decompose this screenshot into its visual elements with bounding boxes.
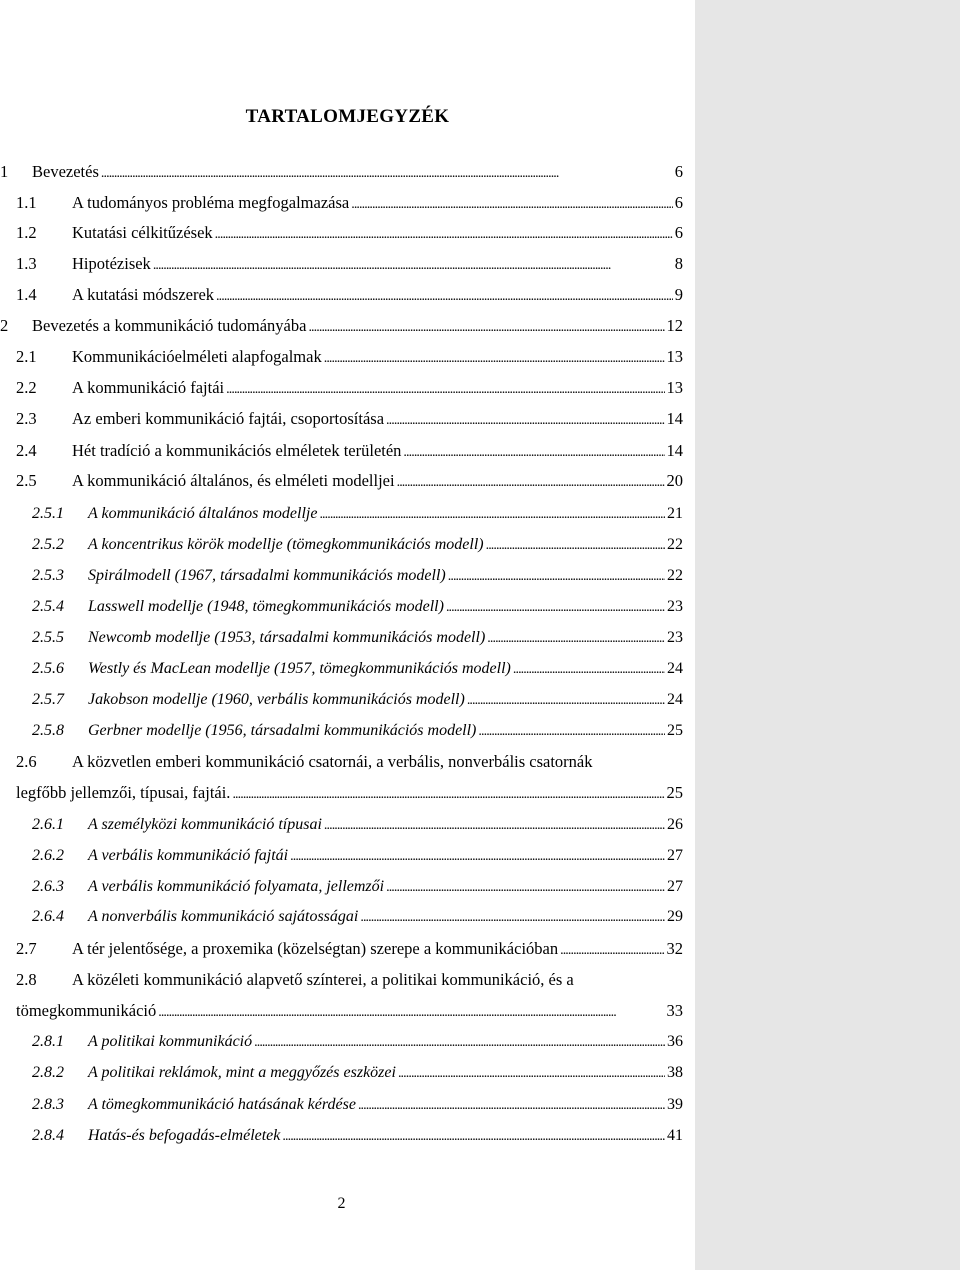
dot-leader [153, 254, 673, 274]
toc-entry-page: 38 [667, 1064, 683, 1081]
page-number: 2 [337, 1195, 346, 1212]
toc-entry-number: 2.8.2 [32, 1064, 64, 1081]
toc-entry[interactable] [0, 1121, 683, 1151]
dot-leader [282, 1127, 665, 1145]
toc-entry[interactable] [0, 810, 683, 840]
toc-entry-page: 39 [667, 1096, 683, 1113]
comment-margin-panel [695, 0, 960, 1270]
dot-leader [386, 409, 664, 429]
toc-entry-number: 1.3 [16, 254, 37, 273]
toc-entry-page: 6 [674, 193, 683, 212]
toc-entry-number: 1.4 [16, 285, 37, 304]
dot-leader [290, 847, 665, 865]
toc-entry-title: Hatás-és befogadás-elméletek [88, 1127, 281, 1144]
toc-entry-number: 2.7 [16, 939, 37, 958]
toc-entry[interactable] [0, 623, 683, 653]
toc-entry-page: 9 [674, 285, 683, 304]
toc-entry[interactable] [0, 996, 683, 1026]
dot-leader [397, 471, 665, 491]
toc-entry-page: 23 [667, 629, 683, 646]
toc-entry-number: 2.8.3 [32, 1096, 64, 1113]
toc-entry-title: Spirálmodell (1967, társadalmi kommunikációs modell) [88, 567, 446, 584]
toc-entry-page: 13 [666, 378, 683, 397]
toc-entry-page: 21 [667, 505, 683, 522]
toc-entry-number: 1.1 [16, 193, 37, 212]
toc-entry-title: A politikai reklámok, mint a meggyőzés eszközei [88, 1064, 396, 1081]
toc-entry-page: 13 [666, 347, 683, 366]
toc-entry[interactable] [0, 311, 683, 341]
dot-leader [101, 162, 673, 182]
toc-entry-title: A kommunikáció fajtái [72, 378, 225, 397]
dot-leader [487, 629, 665, 647]
toc-entry-number: 2.2 [16, 378, 37, 397]
toc-entry-number: 2.6.1 [32, 816, 64, 833]
toc-entry[interactable] [0, 466, 683, 496]
dot-leader [513, 660, 665, 678]
toc-entry-page: 41 [667, 1127, 683, 1144]
toc-entry-page: 27 [667, 878, 683, 895]
dot-leader [478, 722, 665, 740]
toc-entry-number: 2.6.4 [32, 908, 64, 925]
dot-leader [351, 193, 673, 213]
toc-entry[interactable] [0, 934, 683, 964]
toc-entry[interactable] [0, 1027, 683, 1057]
toc-entry-page: 24 [667, 660, 683, 677]
toc-entry-title: Bevezetés a kommunikáció tudományába [32, 316, 307, 335]
toc-entry-number: 2 [0, 316, 9, 335]
toc-entry[interactable] [0, 1090, 683, 1120]
toc-entry[interactable] [0, 654, 683, 684]
toc-entry-number: 2.5.2 [32, 536, 64, 553]
toc-entry-page: 24 [667, 691, 683, 708]
toc-entry[interactable] [0, 218, 683, 248]
toc-entry[interactable] [0, 373, 683, 403]
toc-entry-title-continued: tömegkommunikáció [16, 1001, 157, 1020]
toc-entry[interactable] [0, 902, 683, 932]
toc-entry-title: A kommunikáció általános, és elméleti modelljei [72, 471, 395, 490]
dot-leader [446, 598, 665, 616]
dot-leader [486, 536, 665, 554]
dot-leader [467, 691, 665, 709]
toc-entry-title: Hipotézisek [72, 254, 151, 273]
toc-entry-number: 2.5.3 [32, 567, 64, 584]
toc-entry-page: 25 [666, 783, 683, 802]
toc-entry[interactable] [0, 157, 683, 187]
toc-entry-title: A tér jelentősége, a proxemika (közelségtan) szerepe a kommunikációban [72, 939, 559, 958]
toc-entry-number: 2.5.6 [32, 660, 64, 677]
toc-entry-number: 2.5 [16, 471, 37, 490]
toc-entry[interactable] [0, 716, 683, 746]
toc-entry-page: 25 [667, 722, 683, 739]
toc-entry-number: 2.5.8 [32, 722, 64, 739]
toc-entry-page: 6 [674, 223, 683, 242]
toc-entry[interactable] [0, 342, 683, 372]
toc-entry-page: 33 [666, 1001, 683, 1020]
dot-leader [403, 441, 664, 461]
toc-entry-line[interactable] [0, 965, 683, 995]
dot-leader [386, 878, 665, 896]
toc-entry[interactable] [0, 1058, 683, 1088]
toc-entry-title: Hét tradíció a kommunikációs elméletek területén [72, 441, 402, 460]
dot-leader [319, 505, 665, 523]
dot-leader [398, 1064, 665, 1082]
dot-leader [158, 1001, 664, 1021]
toc-entry[interactable] [0, 561, 683, 591]
toc-entry-title: A kutatási módszerek [72, 285, 215, 304]
toc-heading: TARTALOMJEGYZÉK [245, 106, 450, 127]
toc-entry-number: 2.5.1 [32, 505, 64, 522]
toc-entry-page: 6 [674, 162, 683, 181]
toc-entry[interactable] [0, 404, 683, 434]
toc-entry-number: 2.1 [16, 347, 37, 366]
toc-entry-title: A személyközi kommunikáció típusai [88, 816, 322, 833]
toc-entry-page: 23 [667, 598, 683, 615]
toc-entry[interactable] [0, 872, 683, 902]
toc-entry-number: 2.8.1 [32, 1033, 64, 1050]
toc-entry-title: A politikai kommunikáció [88, 1033, 253, 1050]
toc-entry-page: 12 [666, 316, 683, 335]
toc-entry-title: A tudományos probléma megfogalmazása [72, 193, 350, 212]
toc-entry-title: Newcomb modellje (1953, társadalmi kommunikációs modell) [88, 629, 486, 646]
toc-entry-line[interactable] [0, 747, 683, 777]
toc-entry-title: A verbális kommunikáció folyamata, jellemzői [88, 878, 385, 895]
toc-entry-page: 20 [666, 471, 683, 490]
toc-entry-number: 2.3 [16, 409, 37, 428]
toc-entry-title: A kommunikáció általános modellje [88, 505, 318, 522]
toc-entry[interactable] [0, 530, 683, 560]
dot-leader [358, 1096, 665, 1114]
toc-entry[interactable] [0, 499, 683, 529]
toc-entry-page: 14 [666, 441, 683, 460]
toc-entry-number: 2.6 [16, 752, 37, 771]
toc-entry-title: A közvetlen emberi kommunikáció csatornái, a verbális, nonverbális csatornák [72, 752, 593, 771]
dot-leader [226, 378, 664, 398]
toc-entry-number: 2.8.4 [32, 1127, 64, 1144]
toc-entry-page: 22 [667, 567, 683, 584]
toc-entry-page: 8 [674, 254, 683, 273]
dot-leader [324, 816, 665, 834]
toc-entry-title: A tömegkommunikáció hatásának kérdése [88, 1096, 356, 1113]
toc-entry[interactable] [0, 778, 683, 808]
toc-entry-page: 22 [667, 536, 683, 553]
toc-entry-title: A verbális kommunikáció fajtái [88, 847, 289, 864]
toc-entry-title: Bevezetés [32, 162, 99, 181]
toc-entry[interactable] [0, 188, 683, 218]
toc-entry-page: 14 [666, 409, 683, 428]
toc-entry-title: A nonverbális kommunikáció sajátosságai [88, 908, 359, 925]
toc-entry-title: A közéleti kommunikáció alapvető színterei, a politikai kommunikáció, és a [72, 970, 574, 989]
toc-entry-title: Kommunikációelméleti alapfogalmak [72, 347, 322, 366]
toc-entry[interactable] [0, 841, 683, 871]
toc-entry-title: Az emberi kommunikáció fajtái, csoportosítása [72, 409, 385, 428]
toc-entry[interactable] [0, 436, 683, 466]
toc-entry-title: Lasswell modellje (1948, tömegkommunikációs modell) [88, 598, 444, 615]
toc-entry-number: 1.2 [16, 223, 37, 242]
toc-entry-title: Westly és MacLean modellje (1957, tömegkommunikációs modell) [88, 660, 511, 677]
toc-entry-title: Jakobson modellje (1960, verbális kommunikációs modell) [88, 691, 465, 708]
dot-leader [308, 316, 664, 336]
dot-leader [360, 908, 665, 926]
toc-entry-number: 2.5.5 [32, 629, 64, 646]
toc-entry-page: 32 [666, 939, 683, 958]
toc-entry-title: Gerbner modellje (1956, társadalmi kommunikációs modell) [88, 722, 477, 739]
toc-entry[interactable] [0, 280, 683, 310]
dot-leader [254, 1033, 665, 1051]
toc-entry-page: 26 [667, 816, 683, 833]
toc-entry-number: 2.8 [16, 970, 37, 989]
dot-leader [216, 285, 673, 305]
toc-entry-number: 2.6.3 [32, 878, 64, 895]
toc-entry-number: 2.6.2 [32, 847, 64, 864]
dot-leader [560, 939, 664, 959]
toc-entry-page: 29 [667, 908, 683, 925]
toc-entry-number: 2.5.4 [32, 598, 64, 615]
toc-entry-title: A koncentrikus körök modellje (tömegkommunikációs modell) [88, 536, 484, 553]
dot-leader [324, 347, 665, 367]
toc-entry-number: 1 [0, 162, 9, 181]
toc-entry[interactable] [0, 249, 683, 279]
toc-entry-page: 27 [667, 847, 683, 864]
toc-entry-number: 2.4 [16, 441, 37, 460]
dot-leader [448, 567, 665, 585]
toc-entry-page: 36 [667, 1033, 683, 1050]
toc-entry[interactable] [0, 685, 683, 715]
toc-entry[interactable] [0, 592, 683, 622]
toc-entry-title-continued: legfőbb jellemzői, típusai, fajtái. [16, 783, 231, 802]
dot-leader [232, 783, 664, 803]
dot-leader [215, 223, 673, 243]
toc-entry-number: 2.5.7 [32, 691, 64, 708]
toc-entry-title: Kutatási célkitűzések [72, 223, 213, 242]
